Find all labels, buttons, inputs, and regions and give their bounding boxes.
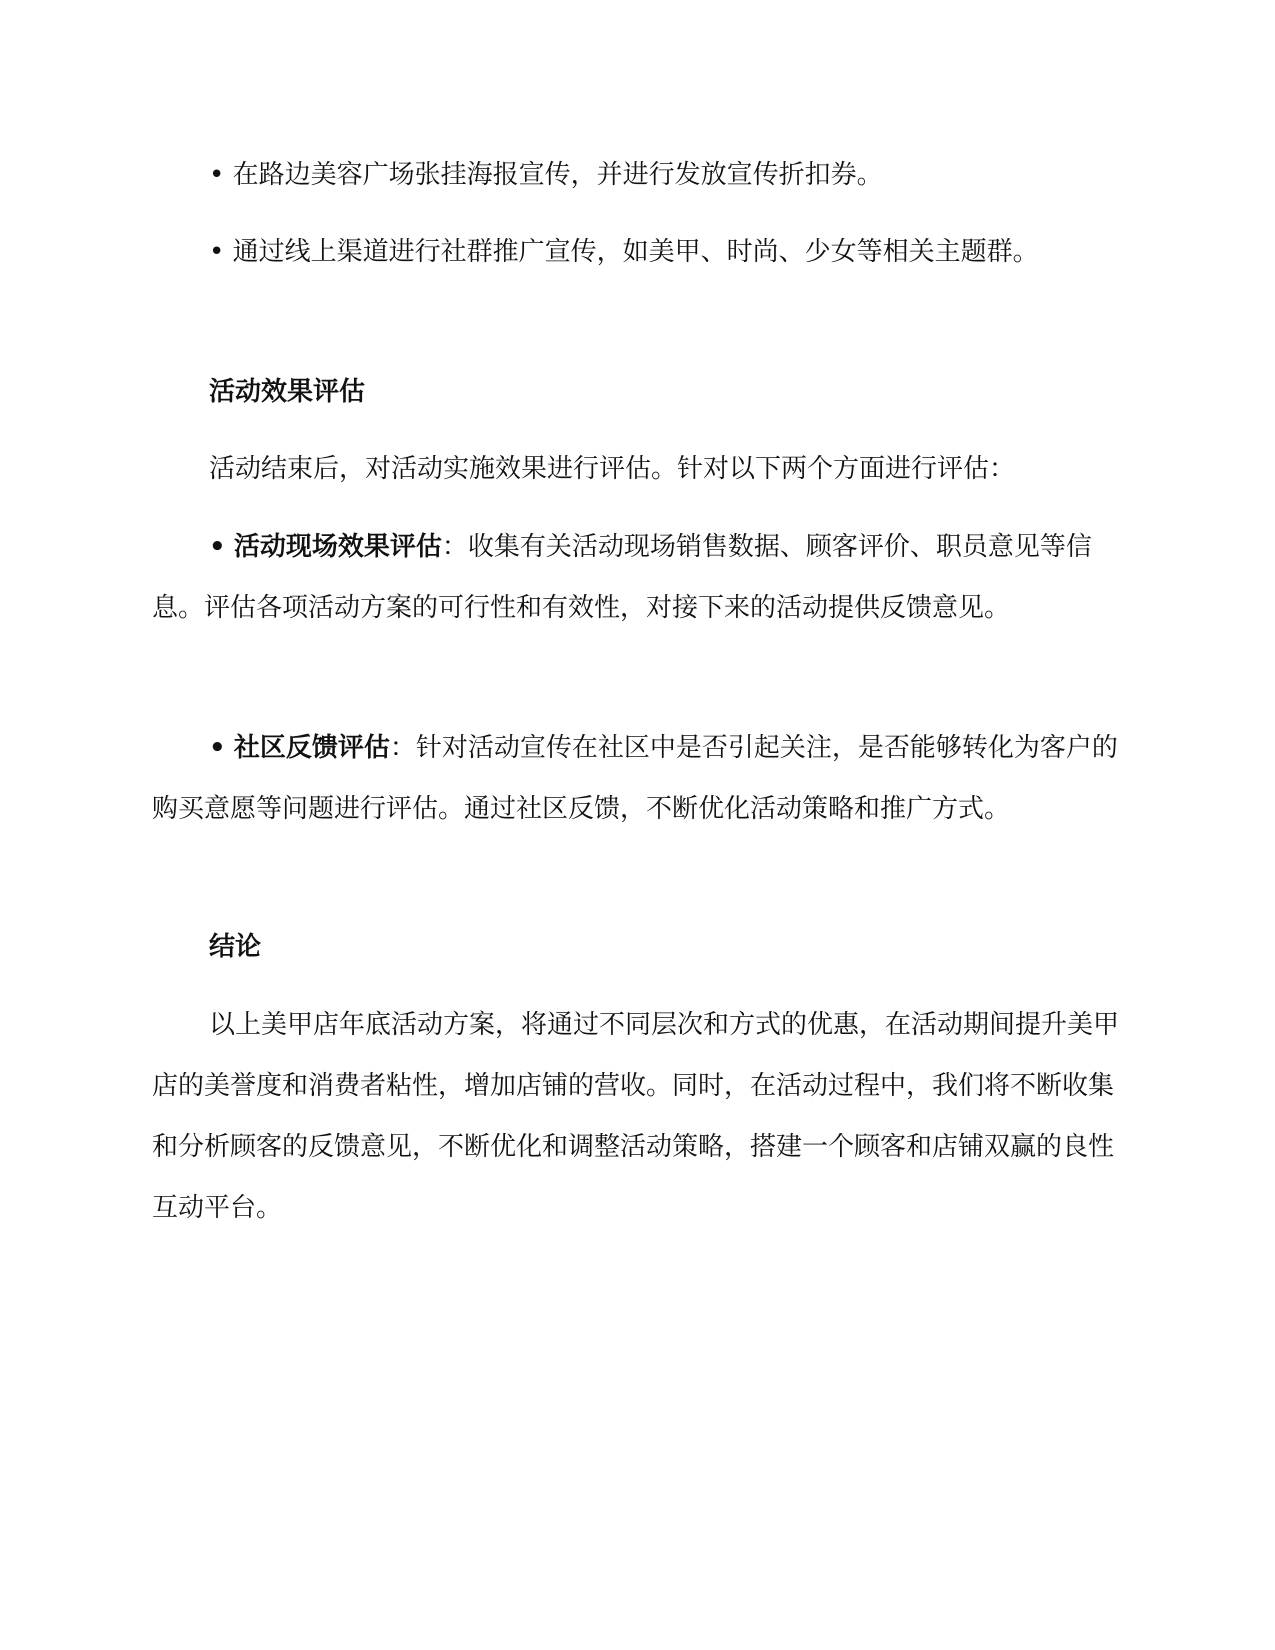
evaluation-item-text: ：针对活动宣传在社区中是否引起关注，是否能够转化为客户的购买意愿等问题进行评估。通过社区反馈，不断优化活动策略和推广方式。 <box>152 733 1118 824</box>
evaluation-intro: 活动结束后，对活动实施效果进行评估。针对以下两个方面进行评估： <box>209 454 1016 484</box>
evaluation-item-label: 活动现场效果评估 <box>233 532 442 562</box>
evaluation-heading: 活动效果评估 <box>209 377 366 407</box>
bullet-poster-text: 在路边美容广场张挂海报宣传，并进行发放宣传折扣券。 <box>232 160 883 190</box>
evaluation-item-text: ：收集有关活动现场销售数据、顾客评价、职员意见等信息。评估各项活动方案的可行性和有效性，对接下来的活动提供反馈意见。 <box>152 532 1092 623</box>
evaluation-item-label: 社区反馈评估 <box>233 733 390 763</box>
bullet-online-text: 通过线上渠道进行社群推广宣传，如美甲、时尚、少女等相关主题群。 <box>232 237 1039 267</box>
evaluation-item-onsite <box>152 517 1122 639</box>
bullet-mark: • <box>209 237 225 267</box>
bullet-mark: • <box>209 733 226 763</box>
evaluation-item-community <box>152 718 1122 840</box>
bullet-mark: • <box>209 532 226 562</box>
conclusion-text: 以上美甲店年底活动方案，将通过不同层次和方式的优惠，在活动期间提升美甲店的美誉度和消费者粘性，增加店铺的营收。同时，在活动过程中，我们将不断收集和分析顾客的反馈意见，不断优化和调整活动策略，搭建一个顾客和店铺双赢的良性互动平台。 <box>152 1010 1120 1223</box>
bullet-online <box>152 222 1122 283</box>
bullet-poster <box>152 145 1122 206</box>
conclusion-heading: 结论 <box>209 932 262 962</box>
bullet-mark: • <box>209 160 225 190</box>
